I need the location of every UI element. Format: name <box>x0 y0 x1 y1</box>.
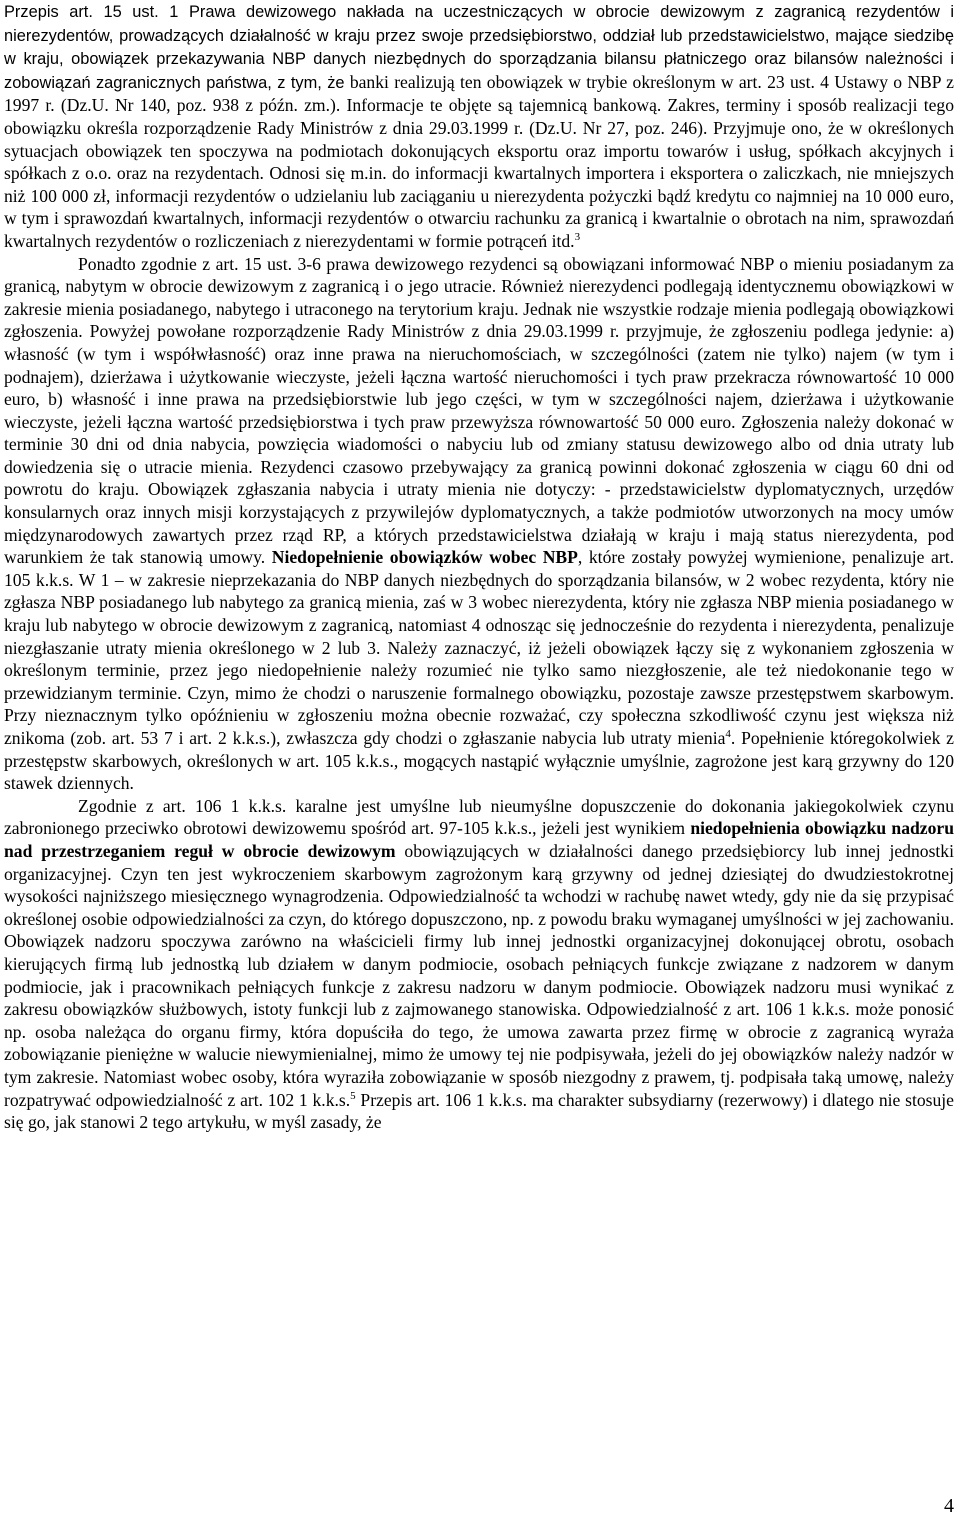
footnote-ref-5: 5 <box>350 1089 356 1102</box>
paragraph-2 <box>4 253 954 795</box>
paragraph-1-opening-text: Przepis art. 15 ust. 1 Prawa dewizowego nakłada na uczestniczących w obrocie dewizowym z zagranicą rezydentów i nierezydentów, prowadzących działalność w kraju przez swoje przedsiębiorstwo, oddział lub przedstawicielstwo, mające siedzibę w kraju, obowiązek przekazywania NBP danych niezbędnych do sporządzania bilansu płatniczego oraz bilansów należności i zobowiązań zagranicznych państwa, z tym, że <box>4 3 954 92</box>
paragraph-1 <box>4 0 954 253</box>
page-number: 4 <box>944 1495 954 1517</box>
paragraph-3-text-2: obowiązujących w działalności danego przedsiębiorcy lub innej jednostki organizacyjnej. Czyn ten jest wykroczeniem skarbowym zagrożonym karą grzywny od jednej dziesiątej do dwudziestokrotnej wysokości najniższego miesięcznego wynagrodzenia. Odpowiedzialność ta wchodzi w rachubę nawet wtedy, gdy nie da się przypisać określonej osobie odpowiedzialności za czyn, do którego dopuszczono, np. z powodu braku wymaganej umyślności w jej zachowaniu. Obowiązek nadzoru spoczywa zarówno na właścicieli firmy lub innej jednostki organizacyjnej dokonującej obrotu, osobach kierujących firmą lub jednostką lub działem w danym podmiocie, osobach pełniących funkcje związane z nadzorem w danym podmiocie, jak i pracownikach pełniących funkcje z zakresu nadzoru w danym podmiocie. Obowiązek nadzoru musi wynikać z zakresu obowiązków służbowych, istoty funkcji lub z zajmowanego stanowiska. Odpowiedzialność z art. 106 1 k.k.s. może ponosić np. osoba należąca do organu firmy, która dopuściła do tego, że umowa zawarta przez firmę w obrocie z zagranicą wyraża zobowiązanie pieniężne w walucie niewymienialnej, mimo że umowy tej nie podpisywała, jeżeli do jej obowiązków należy nadzór w tym zakresie. Natomiast wobec osoby, która wyraziła zobowiązanie w sposób niezgodny z prawem, tj. podpisała taką umowę, należy rozpatrywać odpowiedzialność z art. 102 1 k.k.s. <box>4 840 954 1110</box>
heading-inline-nbp-duties: Niedopełnienie obowiązków wobec NBP <box>271 547 578 568</box>
document-page <box>4 0 954 1134</box>
paragraph-3-text-1: Zgodnie z art. 106 1 k.k.s. karalne jest umyślne lub nieumyślne dopuszczenie do dokonania jakiegokolwiek czynu zabronionego przeciwko obrotowi dewizowemu spośród art. 97-105 k.k.s., jeżeli jest wynikiem <box>4 795 954 839</box>
paragraph-2-text-2: , które zostały powyżej wymienione, penalizuje art. 105 k.k.s. W 1 – w zakresie nieprzekazania do NBP danych niezbędnych do sporządzania bilansów, w 2 wobec rezydenta, który nie zgłasza NBP posiadanego lub nabytego za granicą mienia, zaś w 3 wobec nierezydenta, który nie zgłasza NBP mienia posiadanego w kraju lub nabytego w obrocie dewizowym z zagranicą, natomiast 4 odnosząc się jednocześnie do rezydenta i nierezydenta, penalizuje niezgłaszanie utraty mienia określonego w 2 lub 3. Należy zaznaczyć, iż jeżeli obowiązek łączy się z wykonaniem zgłoszenia w określonym terminie, przez jego niedopełnienie należy rozumieć nie tylko samo niezgłoszenie, ale też niedokonanie tego w przewidzianym terminie. Czyn, mimo że chodzi o naruszenie formalnego obowiązku, pozostaje zawsze przestępstwem skarbowym. Przy nieznacznym tylko opóźnieniu w zgłoszeniu można obecnie rozważać, czy społeczna szkodliwość czynu jest większa niż znikoma (zob. art. 53 7 i art. 2 k.k.s.), zwłaszcza gdy chodzi o zgłaszanie nabycia lub utraty mienia <box>4 547 954 748</box>
footnote-ref-4: 4 <box>725 728 731 741</box>
paragraph-2-text-1: Ponadto zgodnie z art. 15 ust. 3-6 prawa dewizowego rezydenci są obowiązani informować NBP o mieniu posiadanym za granicą, nabytym w obrocie dewizowym z zagranicą i o jego utracie. Również nierezydenci podlegają identycznemu obowiązkowi w zakresie mienia posiadanego, nabytego i utraconego na terytorium kraju. Jednak nie wszystkie rodzaje mienia podlegają obowiązkowi zgłoszenia. Powyżej powołane rozporządzenie Rady Ministrów z dnia 29.03.1999 r. przyjmuje, że zgłoszeniu podlega jedynie: a) własność (w tym i współwłasność) oraz inne prawa na nieruchomościach, w szczególności (zatem nie tylko) najem (w tym i podnajem), dzierżawa i użytkowanie wieczyste, jeżeli łączna wartość nieruchomości i tych praw przekracza równowartość 10 000 euro, b) własność i inne prawa na przedsiębiorstwie lub jego części, w tym w szczególności najem, dzierżawa i użytkowanie wieczyste, jeżeli łączna wartość przedsiębiorstwa i tych praw przewyższa równowartość 50 000 euro. Zgłoszenia należy dokonać w terminie 30 dni od dnia nabycia, powzięcia wiadomości o nabyciu lub od zmiany statusu dewizowego albo od dnia utraty lub dowiedzenia się o utracie mienia. Rezydenci czasowo przebywający za granicą powinni dokonać zgłoszenia w ciągu 60 dni od powrotu do kraju. Obowiązek zgłaszania nabycia i utraty mienia nie dotyczy: - przedstawicielstw dyplomatycznych, urzędów konsularnych oraz innych misji korzystających z przywilejów dyplomatycznych, a także podmiotów utworzonych na mocy umów międzynarodowych zawartych przez rząd RP, a których przedstawicielstwa działają w kraju i mają status nierezydenta, pod warunkiem że tak stanowią umowy. <box>4 253 954 568</box>
paragraph-2-text-3: . Popełnienie któregokolwiek z przestępstw skarbowych, określonych w art. 105 k.k.s., mogących nastąpić wyłącznie umyślnie, zagrożone jest karą grzywny do 120 stawek dziennych. <box>4 728 954 794</box>
heading-inline-supervision-duty: niedopełnienia obowiązku nadzoru nad przestrzeganiem reguł w obrocie dewizowym <box>4 818 954 861</box>
paragraph-1-body-text: banki realizują ten obowiązek w trybie określonym w art. 23 ust. 4 Ustawy o NBP z 1997 r. (Dz.U. Nr 140, poz. 938 z późn. zm.). Informacje te objęte są tajemnicą bankową. Zakres, terminy i sposób realizacji tego obowiązku określa rozporządzenie Rady Ministrów z dnia 29.03.1999 r. (Dz.U. Nr 27, poz. 246). Przyjmuje ono, że w określonych sytuacjach obowiązek ten spoczywa na podmiotach dokonujących eksportu oraz importu towarów i usług, spółkach akcyjnych i spółkach z o.o. oraz na rezydentach. Odnosi się m.in. do informacji kwartalnych importera i eksportera o zaliczkach, nie mniejszych niż 100 000 zł, informacji rezydentów o udzielaniu lub zaciąganiu u nierezydenta pożyczki bądź kredytu co najmniej na 10 000 euro, w tym i sprawozdań kwartalnych, informacji rezydentów o otwarciu rachunku za granicą i kwartalnie o obrotach na nim, sprawozdań kwartalnych rezydentów o rozliczeniach z nierezydentami w formie potrąceń itd. <box>4 71 954 251</box>
footnote-ref-3: 3 <box>574 231 581 244</box>
paragraph-3-text-3: Przepis art. 106 1 k.k.s. ma charakter subsydiarny (rezerwowy) i dlatego nie stosuje się go, jak stanowi 2 tego artykułu, w myśl zasady, że <box>4 1089 954 1133</box>
paragraph-3 <box>4 795 954 1134</box>
